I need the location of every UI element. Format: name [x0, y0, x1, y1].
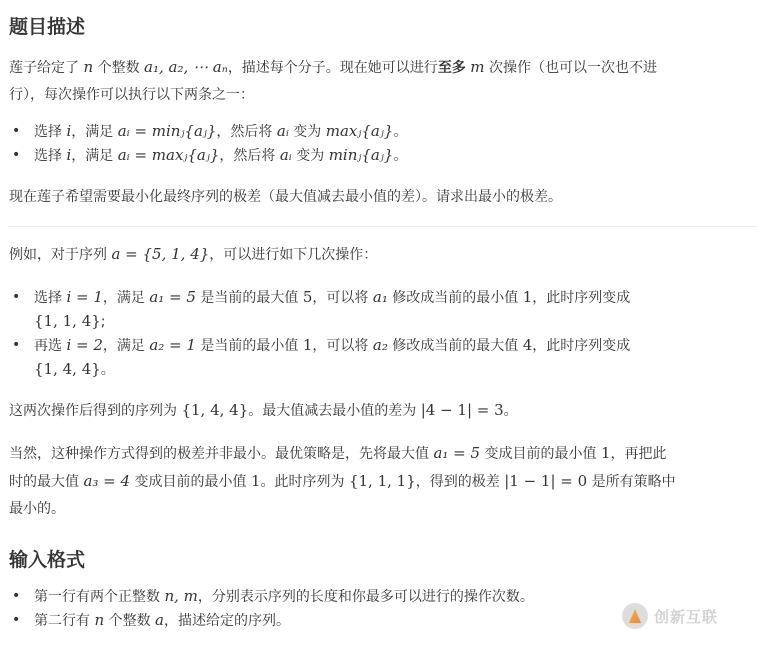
watermark [622, 600, 752, 632]
example-intro: 例如，对于序列 a = {5, 1, 4}，可以进行如下几次操作： [9, 245, 378, 263]
list-item: • 第二行有 n 个整数 a，描述给定的序列。 [9, 609, 749, 633]
list-item: • 选择 i，满足 aᵢ = maxⱼ{aⱼ}，然后将 aᵢ 变为 minⱼ{aⱼ}。 [9, 144, 749, 168]
example-result: 这两次操作后得到的序列为 {1, 4, 4}。最大值减去最小值的差为 |4 − 1| = 3。 [9, 401, 518, 419]
list-item: • 选择 i，满足 aᵢ = minⱼ{aⱼ}，然后将 aᵢ 变为 maxⱼ{aⱼ}。 [9, 120, 749, 144]
list-item: • 第一行有两个正整数 n, m，分别表示序列的长度和你最多可以进行的操作次数。 [9, 585, 749, 609]
list-item: • 选择 i = 1，满足 a₁ = 5 是当前的最大值 5，可以将 a₁ 修改成当前的最小值 1，此时序列变成 {1, 1, 4}; [9, 286, 749, 334]
emphasis-at-most: 至多 [437, 60, 466, 76]
section-title-input-format: 输入格式 [9, 549, 86, 571]
operations-list [9, 120, 749, 168]
goal-text: 现在莲子希望需要最小化最终序列的极差（最大值减去最小值的差）。请求出最小的极差。 [9, 189, 562, 205]
description-intro: 莲子给定了 n 个整数 a₁, a₂, ⋯ aₙ，描述每个分子。现在她可以进行至多 m 次操作（也可以一次也不进 行），每次操作可以执行以下两条之一： [9, 58, 657, 103]
divider [9, 226, 757, 227]
section-title-description: 题目描述 [9, 16, 86, 38]
example-steps-list [9, 286, 749, 382]
brand-logo-icon [622, 603, 648, 629]
optimal-strategy: 当然，这种操作方式得到的极差并非最小。最优策略是，先将最大值 a₁ = 5 变成目前的最小值 1，再把此 时的最大值 a₃ = 4 变成目前的最小值 1。此时序列为 {1, 1, 1}，得到的极差 |1 − 1| = 0 是所有策略中 最小的。 [9, 444, 676, 517]
list-item: • 再选 i = 2，满足 a₂ = 1 是当前的最小值 1，可以将 a₂ 修改成当前的最大值 4，此时序列变成 {1, 4, 4}。 [9, 334, 749, 382]
watermark-text: 创新互联 [654, 607, 719, 626]
